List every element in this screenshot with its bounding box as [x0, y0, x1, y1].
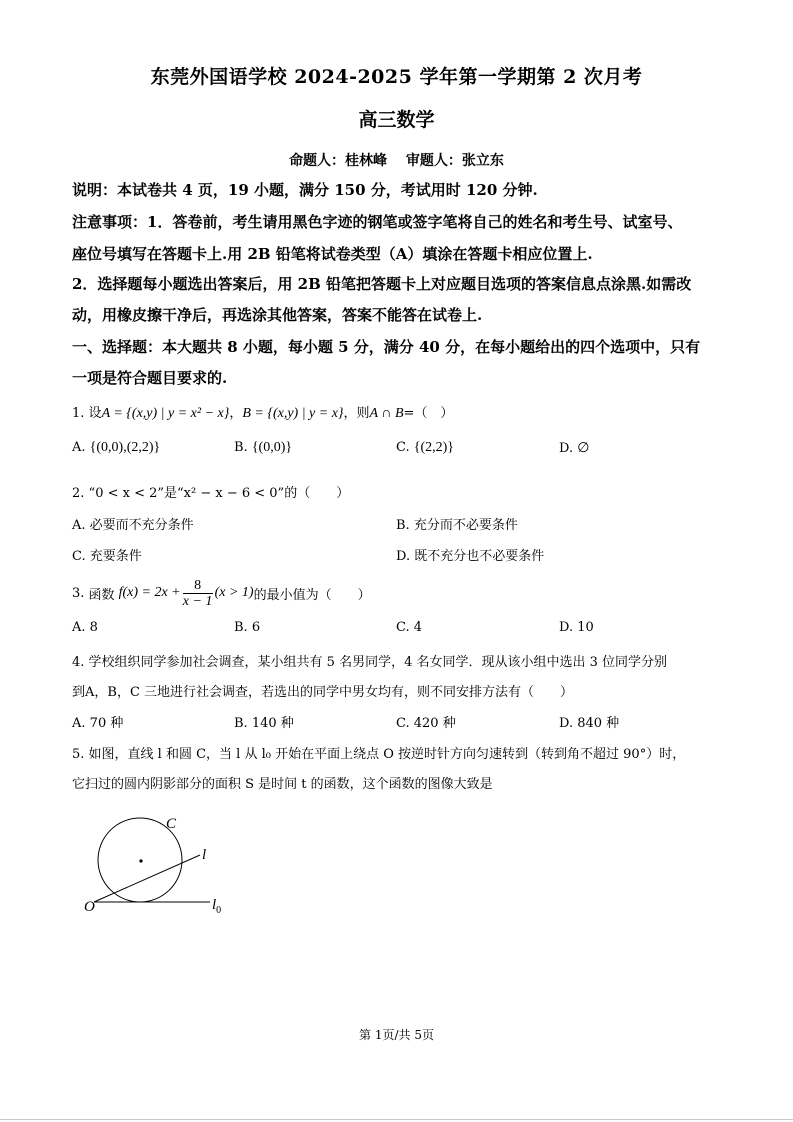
- question-text: 设: [88, 406, 102, 421]
- set-a-expression: A = {(x,y) | y = x² − x}: [101, 406, 230, 421]
- question-1-option-c: C. {(2,2)}: [396, 440, 455, 455]
- exam-title: 东莞外国语学校 2024-2025 学年第一学期第 2 次月考: [150, 66, 643, 88]
- domain-condition: (x > 1): [214, 585, 254, 600]
- question-text: 学校组织同学参加社会调查，某小组共有 5 名男同学，4 名女同学．现从该小组中选出 3 位同学分别: [88, 655, 668, 670]
- function-expression: f(x) = 2x +: [118, 585, 181, 600]
- section-1-heading-line-2: 一项是符合题目要求的.: [72, 369, 228, 387]
- intersection-expression: A ∩ B: [369, 406, 404, 421]
- question-number: 3.: [72, 585, 85, 601]
- question-number: 5.: [72, 747, 85, 762]
- authors-line: 命题人：桂林峰 审题人：张立东: [289, 153, 504, 169]
- question-3-option-c: C. 4: [396, 620, 423, 635]
- label-o: O: [84, 899, 95, 915]
- caution-1-line-1: 注意事项：1．答卷前，考生请用黑色字迹的钢笔或签字笔将自己的姓名和考生号、试室号、: [72, 213, 683, 231]
- question-1-stem: 1. 设A = {(x,y) | y = x² − x}，B = {(x,y) | y = x}，则A ∩ B=（ ）: [72, 406, 454, 421]
- question-3-stem: [72, 576, 371, 610]
- fraction-numerator: 8: [194, 577, 202, 593]
- question-3-option-d: D. 10: [559, 620, 594, 635]
- label-l: l: [202, 847, 207, 863]
- question-4-line-2: 到A，B，C 三地进行社会调查，若选出的同学中男女均有，则不同安排方法有（ ）: [72, 685, 574, 700]
- question-3-option-a: A. 8: [72, 620, 98, 635]
- question-4-option-a: A. 70 种: [72, 716, 124, 731]
- question-1-option-a: A. {(0,0),(2,2)}: [72, 440, 161, 455]
- question-2-stem: [72, 482, 349, 501]
- question-number: 1.: [72, 406, 85, 421]
- question-text: =（ ）: [403, 406, 454, 421]
- line-l: [94, 855, 200, 902]
- caution-2-line-1: 2．选择题每小题选出答案后，用 2B 铅笔把答题卡上对应题目选项的答案信息点涂黑.如需改: [72, 275, 692, 293]
- question-2-option-c: C. 充要条件: [72, 549, 142, 564]
- exam-note: 说明：本试卷共 4 页，19 小题，满分 150 分，考试用时 120 分钟.: [72, 181, 538, 199]
- question-4-option-c: C. 420 种: [396, 716, 456, 731]
- section-1-heading-line-1: 一、选择题：本大题共 8 小题，每小题 5 分，满分 40 分，在每小题给出的四个选项中，只有: [72, 338, 701, 356]
- question-4-line-1: [72, 651, 667, 670]
- subject-title: 高三数学: [358, 109, 435, 131]
- question-5-line-1: [72, 743, 685, 762]
- question-4-option-b: B. 140 种: [234, 716, 294, 731]
- label-c: C: [166, 816, 177, 832]
- question-2-option-b: B. 充分而不必要条件: [396, 518, 518, 533]
- question-text: 的最小值为（ ）: [253, 587, 371, 603]
- caution-2-line-2: 动，用橡皮擦干净后，再选涂其他答案，答案不能答在试卷上.: [72, 306, 483, 324]
- set-b-expression: B = {(x,y) | y = x}: [242, 406, 344, 421]
- question-number: 2.: [72, 486, 85, 501]
- caution-1-line-2: 座位号填写在答题卡上.用 2B 铅笔将试卷类型（A）填涂在答题卡相应位置上.: [72, 245, 593, 263]
- question-text: ，则: [343, 406, 370, 421]
- circle-center-dot: [139, 859, 142, 862]
- question-text: 函数: [88, 587, 115, 603]
- label-l0: $l_0$: [212, 897, 222, 916]
- question-3-option-b: B. 6: [234, 620, 261, 635]
- question-5-figure: [80, 808, 240, 918]
- question-5-line-2: 它扫过的圆内阴影部分的面积 S 是时间 t 的函数，这个函数的图像大致是: [72, 777, 493, 792]
- question-4-option-d: D. 840 种: [559, 716, 620, 731]
- question-1-option-b: B. {(0,0)}: [234, 440, 293, 455]
- question-text: 如图，直线 l 和圆 C，当 l 从 l₀ 开始在平面上绕点 O 按逆时针方向匀速转到（转到角不超过 90°）时，: [88, 747, 686, 762]
- page-bottom-border: [0, 1119, 793, 1120]
- question-2-option-d: D. 既不充分也不必要条件: [396, 549, 545, 564]
- page-number: 第 1页/共 5页: [359, 1028, 434, 1042]
- question-number: 4.: [72, 655, 85, 670]
- fraction: [183, 578, 213, 609]
- fraction-denominator: x − 1: [182, 593, 213, 609]
- question-2-option-a: A. 必要而不充分条件: [72, 518, 194, 533]
- question-text: “0 < x < 2”是“x² − x − 6 < 0”的（ ）: [88, 486, 350, 501]
- question-1-option-d: D. ∅: [559, 441, 590, 456]
